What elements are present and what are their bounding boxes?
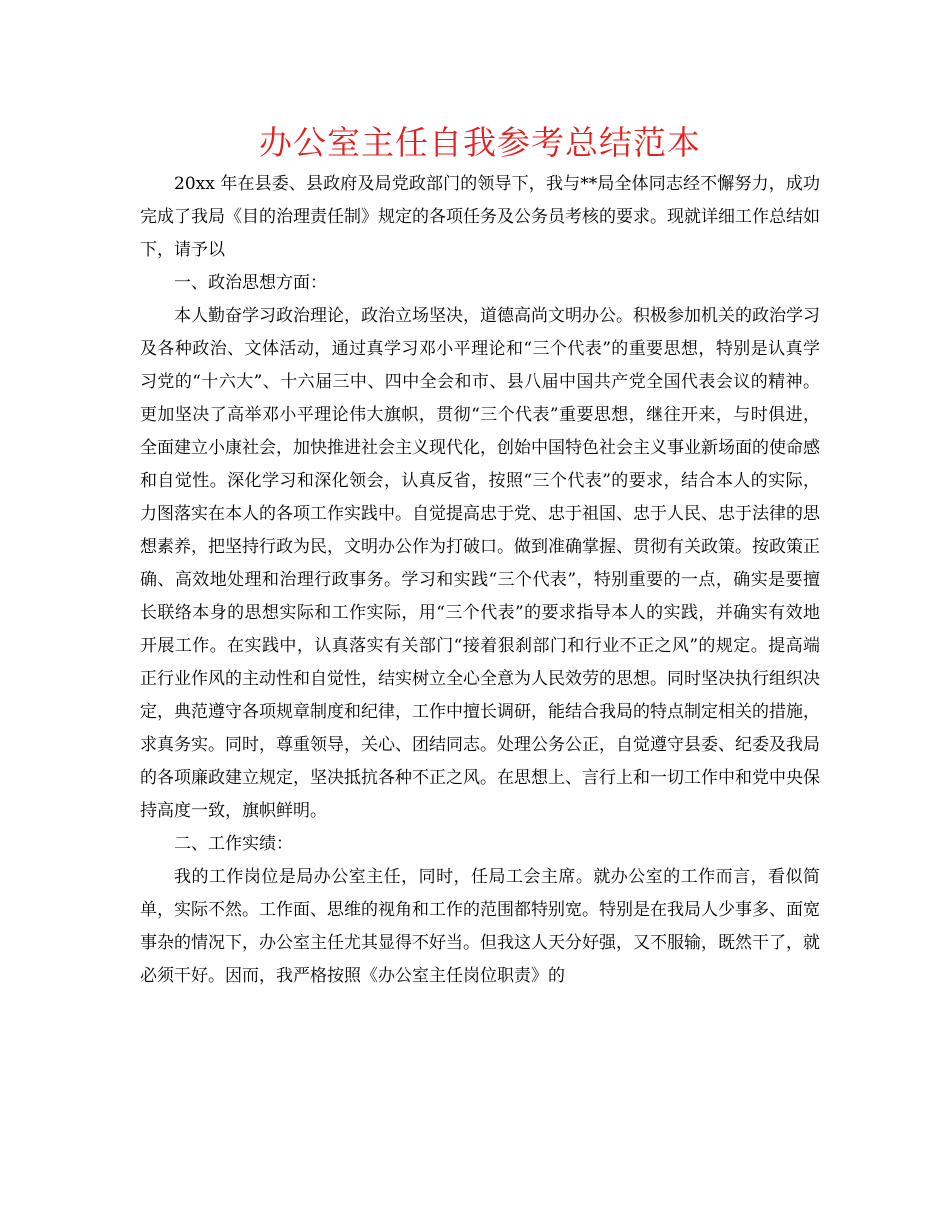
paragraph-intro: 20xx 年在县委、县政府及局党政部门的领导下，我与**局全体同志经不懈努力，成功完成了我局《目的治理责任制》规定的各项任务及公务员考核的要求。现就详细工作总结如下，请予以 xyxy=(140,174,820,260)
document-title: 办公室主任自我参考总结范本 xyxy=(259,123,701,162)
paragraph-political: 本人勤奋学习政治理论，政治立场坚决，道德高尚文明办公。积极参加机关的政治学习及各种政治、文体活动，通过真学习邓小平理论和“三个代表”的重要思想，特别是认真学习党的“十六大”、十六届三中、四中全会和市、县八届中国共产党全国代表会议的精神。更加坚决了高举邓小平理论伟大旗帜，贯彻“三个代表”重要思想，继往开来，与时俱进，全面建立小康社会，加快推进社会主义现代化，创始中国特色社会主义事业新场面的使命感和自觉性。深化学习和深化领会，认真反省，按照“三个代表”的要求，结合本人的实际，力图落实在本人的各项工作实践中。自觉提高忠于党、忠于祖国、忠于人民、忠于法律的思想素养，把坚持行政为民，文明办公作为打破口。做到准确掌握、贯彻有关政策。按政策正确、高效地处理和治理行政事务。学习和实践“三个代表”，特别重要的一点，确实是要擅长联络本身的思想实际和工作实际，用“三个代表”的要求指导本人的实践，并确实有效地开展工作。在实践中，认真落实有关部门“接着狠刹部门和行业不正之风”的规定。提高端正行业作风的主动性和自觉性，结实树立全心全意为人民效劳的思想。同时坚决执行组织决定，典范遵守各项规章制度和纪律，工作中擅长调研，能结合我局的特点制定相关的措施，求真务实。同时，尊重领导，关心、团结同志。处理公务公正，自觉遵守县委、纪委及我局的各项廉政建立规定，坚决抵抗各种不正之风。在思想上、言行上和一切工作中和党中央保持高度一致，旗帜鲜明。 xyxy=(140,306,820,821)
section-heading-political: 一、政治思想方面： xyxy=(174,273,327,293)
document-body xyxy=(140,168,820,993)
paragraph-achievements: 我的工作岗位是局办公室主任，同时，任局工会主席。就办公室的工作而言，看似简单，实际不然。工作面、思维的视角和工作的范围都特别宽。特别是在我局人少事多、面宽事杂的情况下，办公室主任尤其显得不好当。但我这人天分好强，又不服输，既然干了，就必须干好。因而，我严格按照《办公室主任岗位职责》的 xyxy=(140,867,820,986)
document-page xyxy=(140,118,820,993)
section-heading-achievements: 二、工作实绩： xyxy=(174,834,293,854)
